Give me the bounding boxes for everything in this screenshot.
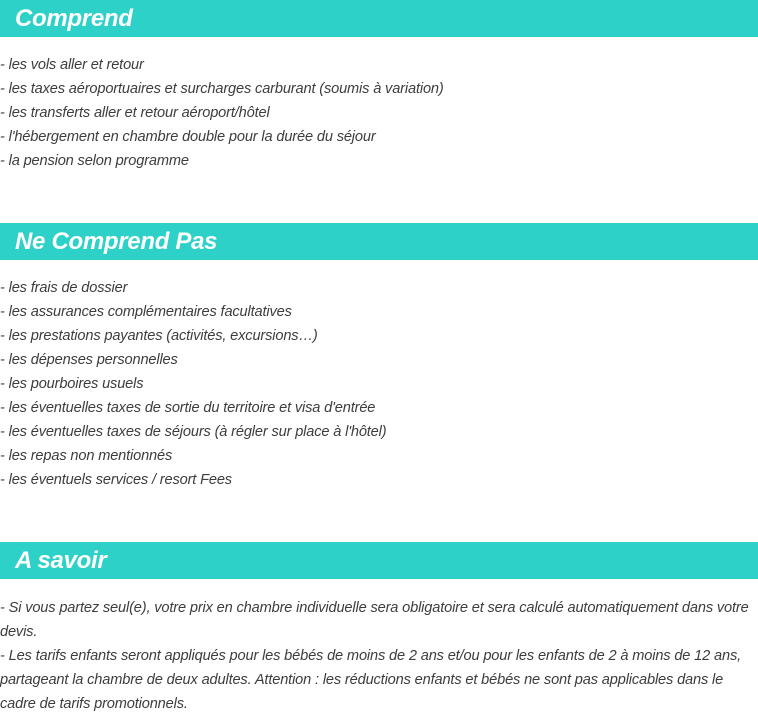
list-item: - les prestations payantes (activités, excursions…) [0,328,318,344]
list-item: - la pension selon programme [0,153,189,169]
section-title: A savoir [15,547,107,574]
included-list [0,53,444,173]
list-item: - les assurances complémentaires facultatives [0,304,292,320]
list-item: - les éventuelles taxes de sortie du territoire et visa d'entrée [0,400,376,416]
section-header-a-savoir [0,542,758,579]
info-paragraphs [0,596,752,716]
list-item: - les éventuels services / resort Fees [0,472,232,488]
list-item: - les vols aller et retour [0,57,144,73]
list-item: - les pourboires usuels [0,376,144,392]
list-item: - les repas non mentionnés [0,448,173,464]
info-paragraph: - Si vous partez seul(e), votre prix en chambre individuelle sera obligatoire et sera calculé automatiquement dans votre devis. [0,600,749,640]
section-header-ne-comprend-pas [0,223,758,260]
info-paragraph: - Les tarifs enfants seront appliqués pour les bébés de moins de 2 ans et/ou pour les enfants de 2 à moins de 12 ans, partageant la chambre de deux adultes. Attention : les réductions enfants et bébés ne sont pas applicables dans le cadre de tarifs promotionnels. [0,648,741,712]
not-included-list [0,276,386,492]
list-item: - les éventuelles taxes de séjours (à régler sur place à l'hôtel) [0,424,387,440]
list-item: - les dépenses personnelles [0,352,178,368]
list-item: - les frais de dossier [0,280,128,296]
section-header-comprend [0,0,758,37]
section-title: Ne Comprend Pas [15,228,218,255]
list-item: - les taxes aéroportuaires et surcharges carburant (soumis à variation) [0,81,444,97]
section-title: Comprend [15,5,133,32]
list-item: - l'hébergement en chambre double pour la durée du séjour [0,129,376,145]
list-item: - les transferts aller et retour aéroport/hôtel [0,105,270,121]
